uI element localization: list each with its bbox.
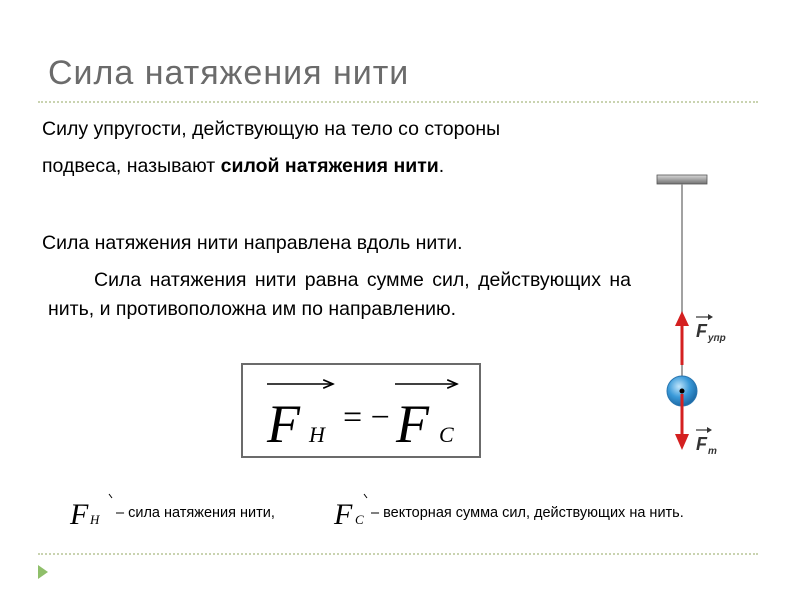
gravity-force-arrowhead xyxy=(675,434,689,450)
slide-title: Сила натяжения нити xyxy=(48,54,410,92)
paragraph-2 xyxy=(42,154,444,178)
pendulum-figure xyxy=(640,160,740,470)
formula-lhs-sub: Н xyxy=(309,422,325,447)
formula-equals: = − xyxy=(343,399,390,436)
legend-symbol-1-letter: F xyxy=(70,498,89,530)
tension-force-label-letter: F xyxy=(696,321,707,341)
title-divider xyxy=(38,101,758,103)
formula-graphic xyxy=(243,365,483,460)
legend-symbol-2-sub: С xyxy=(355,512,364,527)
gravity-force-label-letter: F xyxy=(696,434,707,454)
legend-symbol-2-letter: F xyxy=(334,498,353,530)
paragraph-2-start: подвеса, называют xyxy=(42,155,221,177)
ball-center xyxy=(680,389,685,394)
legend-text-2: – векторная сумма сил, действующих на нить. xyxy=(371,505,684,521)
term-tension-force: силой натяжения нити xyxy=(220,155,439,177)
tension-force-arrowhead xyxy=(675,311,689,326)
formula-rhs-sub: С xyxy=(439,422,454,447)
paragraph-1: Силу упругости, действующую на тело со стороны xyxy=(42,118,501,140)
next-slide-arrow-icon[interactable] xyxy=(38,565,48,579)
legend-text-1: – сила натяжения нити, xyxy=(116,505,275,521)
paragraph-3: Сила натяжения нити направлена вдоль нити. xyxy=(42,232,463,254)
formula-box xyxy=(241,363,481,458)
tension-force-label-sub: упр xyxy=(708,333,726,344)
symbol-legend xyxy=(64,490,784,530)
gravity-force-label-sub: т xyxy=(708,446,717,457)
formula-lhs-letter: F xyxy=(267,394,300,454)
formula-rhs-letter: F xyxy=(396,394,429,454)
paragraph-2-end: . xyxy=(438,155,445,177)
suspension-mount xyxy=(657,175,707,184)
footer-divider xyxy=(38,553,758,555)
legend-symbol-1-sub: Н xyxy=(90,512,100,527)
paragraph-4: Сила натяжения нити равна сумме сил, действующих на нить, и противоположна им по направлению. xyxy=(48,269,631,320)
